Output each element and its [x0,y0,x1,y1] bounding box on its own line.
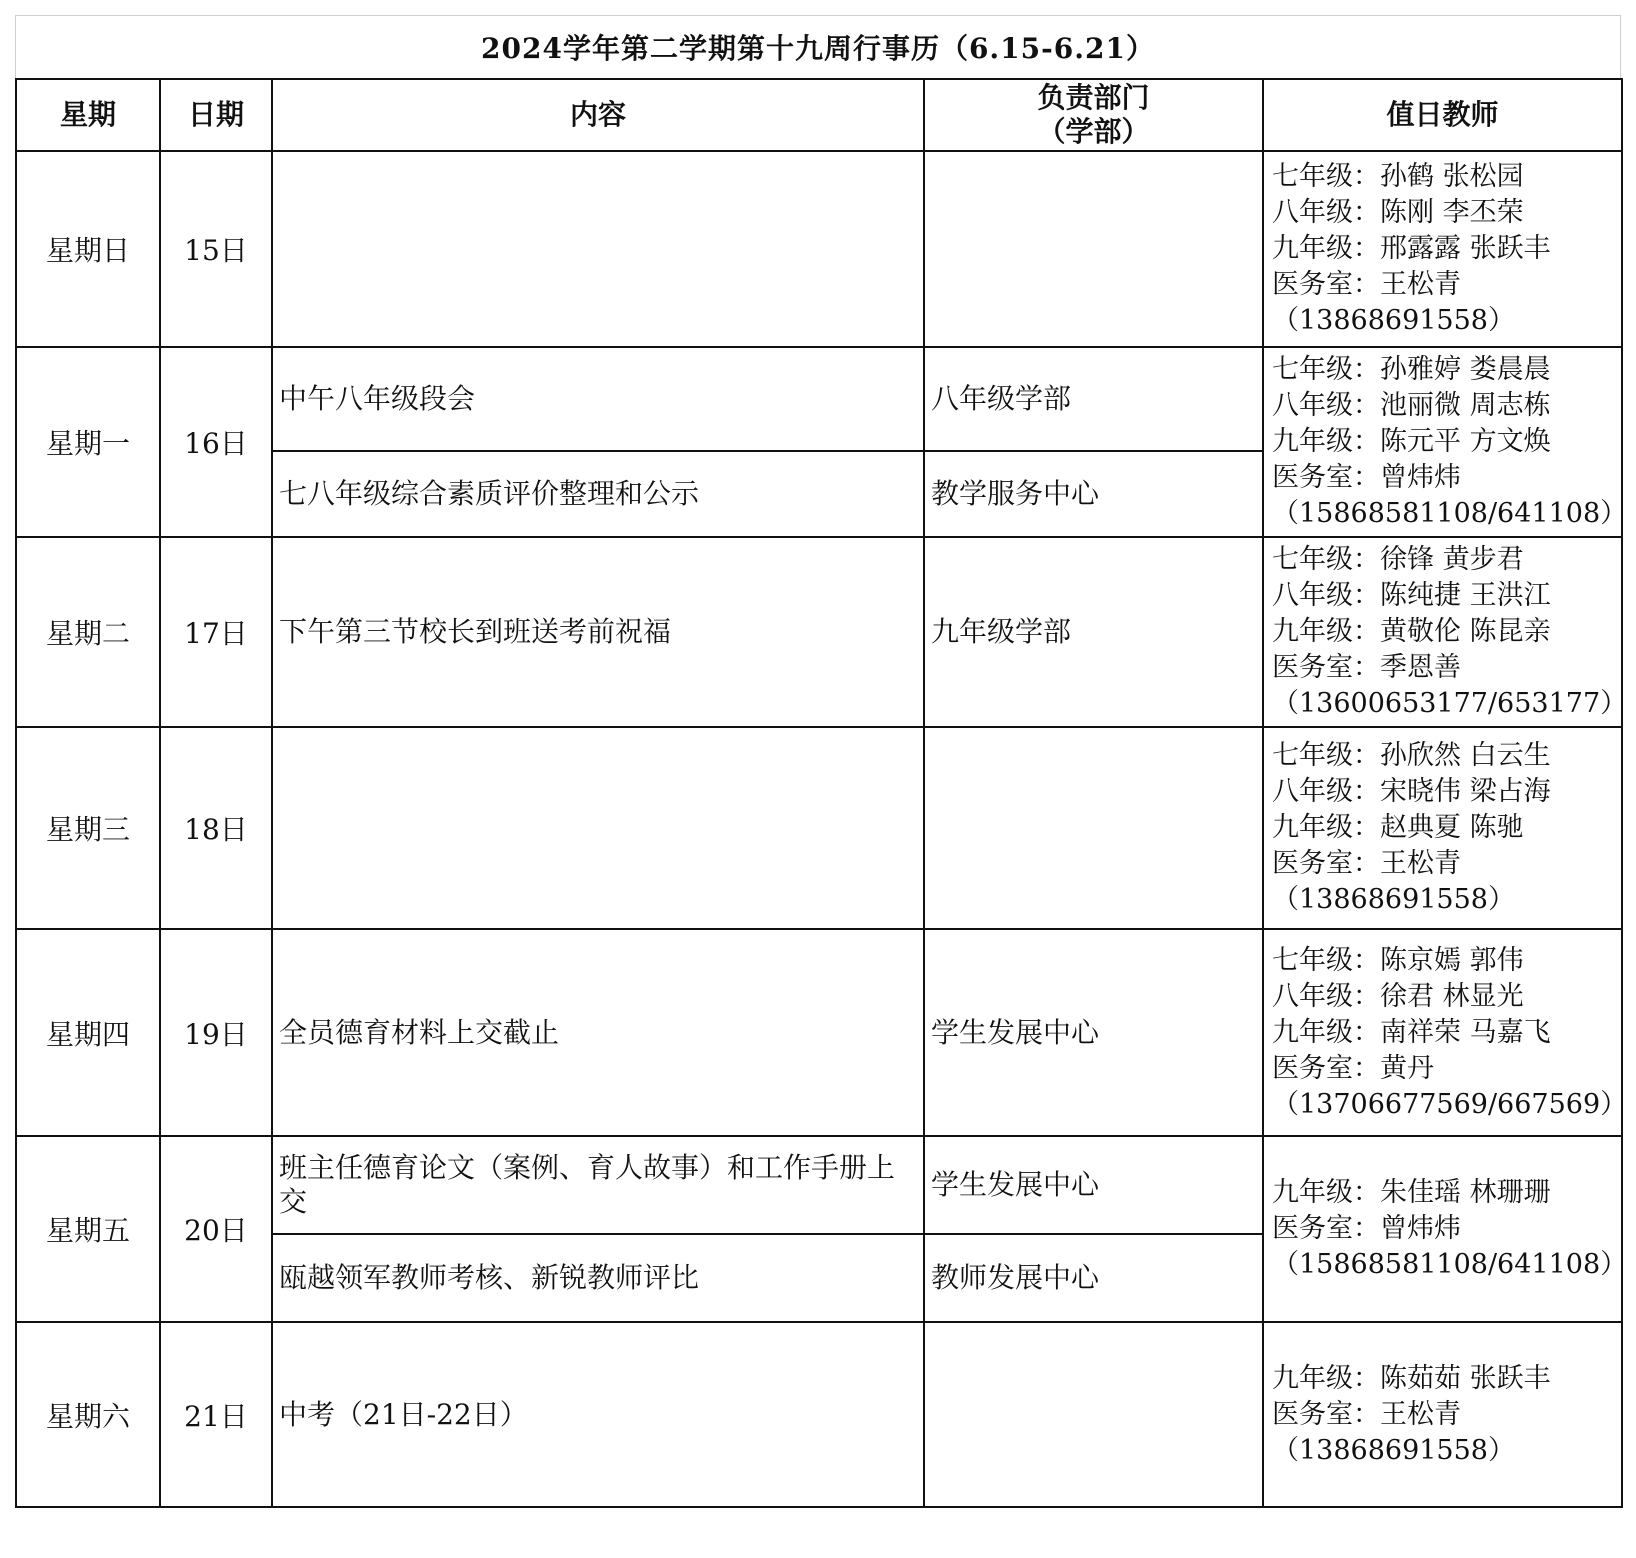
weekday-cell: 星期六 [16,1322,160,1507]
duty-teacher-line: （13868691558） [1272,1434,1515,1466]
dept-cell [924,1322,1263,1507]
content-cell: 中考（21日-22日） [272,1322,924,1507]
table-row [16,1322,1622,1507]
content-cell: 班主任德育论文（案例、育人故事）和工作手册上交 [272,1136,924,1234]
duty-teacher-line: （15868581108/641108） [1272,1249,1628,1280]
page-title: 2024学年第二学期第十九周行事历（6.15-6.21） [15,15,1621,78]
duty-teacher-cell [1263,727,1622,929]
dept-cell: 学生发展中心 [924,1136,1263,1234]
duty-teacher-line: 医务室：黄丹 [1272,1052,1434,1084]
header-date: 日期 [160,79,272,151]
date-cell: 20日 [160,1136,272,1322]
duty-teacher-line: 九年级：陈茹茹 张跃丰 [1272,1362,1551,1394]
dept-cell [924,151,1263,347]
header-dept-line2: （学部） [1037,115,1150,148]
table-row [16,151,1622,347]
date-cell: 17日 [160,537,272,727]
weekday-cell: 星期一 [16,347,160,537]
duty-teacher-line: （13868691558） [1272,884,1515,915]
table-row [16,929,1622,1136]
duty-teacher-line: 七年级：孙欣然 白云生 [1272,740,1551,771]
dept-cell: 教师发展中心 [924,1234,1263,1322]
duty-teacher-line: 九年级：陈元平 方文焕 [1272,426,1551,457]
duty-teacher-line: 七年级：陈京嫣 郭伟 [1272,944,1524,976]
weekday-cell: 星期三 [16,727,160,929]
date-cell: 21日 [160,1322,272,1507]
duty-teacher-line: 医务室：王松青 [1272,269,1461,300]
duty-teacher-line: 七年级：孙鹤 张松园 [1272,161,1524,192]
duty-teacher-line: （13868691558） [1272,305,1515,336]
dept-cell: 教学服务中心 [924,451,1263,537]
header-dept [924,79,1263,151]
table-row [16,1136,1622,1234]
duty-teacher-line: 九年级：朱佳瑶 林珊珊 [1272,1177,1551,1208]
weekday-cell: 星期二 [16,537,160,727]
duty-teacher-line: 七年级：徐锋 黄步君 [1272,544,1524,575]
duty-teacher-line: （13706677569/667569） [1272,1088,1628,1120]
duty-teacher-cell [1263,347,1628,537]
duty-teacher-line: 九年级：黄敬伦 陈昆亲 [1272,616,1551,647]
duty-teacher-line: 八年级：徐君 林显光 [1272,980,1524,1012]
content-cell: 下午第三节校长到班送考前祝福 [272,537,924,727]
date-cell: 16日 [160,347,272,537]
duty-teacher-line: 九年级：南祥荣 马嘉飞 [1272,1016,1551,1048]
dept-cell: 学生发展中心 [924,929,1263,1136]
duty-teacher-cell [1263,1136,1628,1322]
duty-teacher-line: 八年级：陈纯捷 王洪江 [1272,580,1551,611]
duty-teacher-line: 九年级：邢露露 张跃丰 [1272,233,1551,264]
duty-teacher-cell [1263,929,1628,1136]
weekday-cell: 星期五 [16,1136,160,1322]
header-row [16,79,1622,151]
header-teacher: 值日教师 [1263,79,1622,151]
duty-teacher-cell [1263,537,1628,727]
duty-teacher-line: 医务室：曾炜炜 [1272,462,1461,493]
schedule-table [15,78,1628,1508]
content-cell: 七八年级综合素质评价整理和公示 [272,451,924,537]
duty-teacher-line: （13600653177/653177） [1272,688,1628,719]
date-cell: 15日 [160,151,272,347]
content-cell [272,727,924,929]
content-cell [272,151,924,347]
dept-cell: 九年级学部 [924,537,1263,727]
content-cell: 全员德育材料上交截止 [272,929,924,1136]
content-cell: 中午八年级段会 [272,347,924,451]
schedule-sheet [15,15,1628,1508]
duty-teacher-cell [1263,1322,1622,1507]
duty-teacher-line: 医务室：季恩善 [1272,652,1461,683]
duty-teacher-line: （15868581108/641108） [1272,498,1628,529]
header-dept-line1: 负责部门 [1037,81,1150,114]
duty-teacher-line: 八年级：陈刚 李丕荣 [1272,197,1524,228]
header-content: 内容 [272,79,924,151]
duty-teacher-line: 医务室：王松青 [1272,1398,1461,1430]
dept-cell: 八年级学部 [924,347,1263,451]
duty-teacher-line: 八年级：池丽微 周志栋 [1272,390,1551,421]
date-cell: 19日 [160,929,272,1136]
weekday-cell: 星期日 [16,151,160,347]
weekday-cell: 星期四 [16,929,160,1136]
header-week: 星期 [16,79,160,151]
duty-teacher-line: 八年级：宋晓伟 梁占海 [1272,776,1551,807]
content-cell: 瓯越领军教师考核、新锐教师评比 [272,1234,924,1322]
duty-teacher-line: 医务室：曾炜炜 [1272,1213,1461,1244]
table-row [16,537,1622,727]
table-row [16,727,1622,929]
duty-teacher-line: 医务室：王松青 [1272,848,1461,879]
duty-teacher-line: 七年级：孙雅婷 娄晨晨 [1272,354,1551,385]
duty-teacher-line: 九年级：赵典夏 陈驰 [1272,812,1524,843]
date-cell: 18日 [160,727,272,929]
duty-teacher-cell [1263,151,1622,347]
table-row [16,347,1622,451]
dept-cell [924,727,1263,929]
